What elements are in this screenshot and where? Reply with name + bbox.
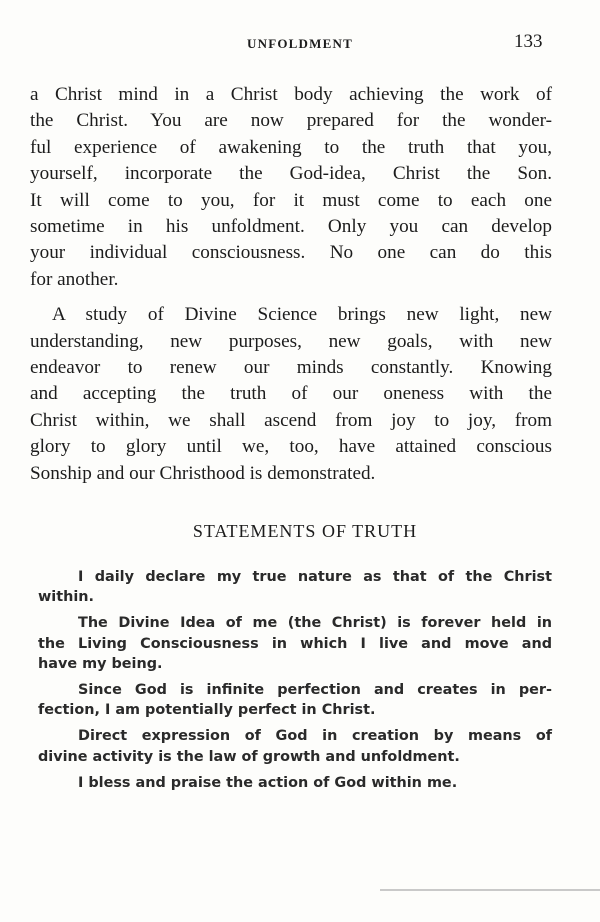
text-line: Direct expression of God in creation by means of: [78, 728, 552, 745]
statement: [38, 680, 552, 720]
text-line: It will come to you, for it must come to each one: [30, 189, 552, 211]
statement: [38, 567, 552, 607]
text-line: have my being.: [38, 655, 163, 672]
page-number: 133: [514, 31, 543, 52]
text-line: divine activity is the law of growth and unfoldment.: [38, 748, 460, 765]
text-line: glory to glory until we, too, have attained conscious: [30, 436, 552, 458]
text-line: endeavor to renew our minds constantly. Knowing: [30, 357, 552, 379]
text-line: I bless and praise the action of God within me.: [78, 774, 458, 791]
text-line: Since God is infinite perfection and creates in per-: [78, 682, 552, 699]
paragraph: [30, 302, 552, 487]
text-line: yourself, incorporate the God-idea, Christ the Son.: [30, 163, 552, 185]
text-line: A study of Divine Science brings new light, new: [52, 304, 552, 326]
text-line: the Christ. You are now prepared for the wonder-: [30, 110, 552, 132]
text-line: your individual consciousness. No one can do this: [30, 242, 552, 264]
section-heading: STATEMENTS OF TRUTH: [192, 521, 418, 541]
text-line: understanding, new purposes, new goals, with new: [30, 330, 552, 352]
statement: [38, 613, 552, 674]
text-line: I daily declare my true nature as that of the Christ: [78, 569, 552, 585]
text-line: Christ within, we shall ascend from joy to joy, from: [30, 409, 552, 431]
text-line: and accepting the truth of our oneness with the: [30, 383, 552, 405]
page-edge-shadow: [380, 889, 600, 891]
text-line: a Christ mind in a Christ body achieving the work of: [30, 84, 552, 105]
running-title: UNFOLDMENT: [247, 36, 353, 51]
body-text: [30, 82, 552, 487]
text-line: for another.: [30, 268, 119, 290]
text-line: The Divine Idea of me (the Christ) is forever held in: [78, 615, 552, 632]
text-line: the Living Consciousness in which I live and move and: [38, 635, 552, 652]
text-line: within.: [38, 589, 94, 606]
statements-of-truth: [38, 567, 552, 799]
statement: [38, 726, 552, 766]
statement: [38, 773, 552, 793]
text-line: Sonship and our Christhood is demonstrated.: [30, 462, 376, 484]
text-line: ful experience of awakening to the truth that you,: [30, 136, 552, 158]
text-line: sometime in his unfoldment. Only you can develop: [30, 216, 552, 238]
paragraph: [30, 82, 552, 293]
text-line: fection, I am potentially perfect in Christ.: [38, 702, 376, 719]
